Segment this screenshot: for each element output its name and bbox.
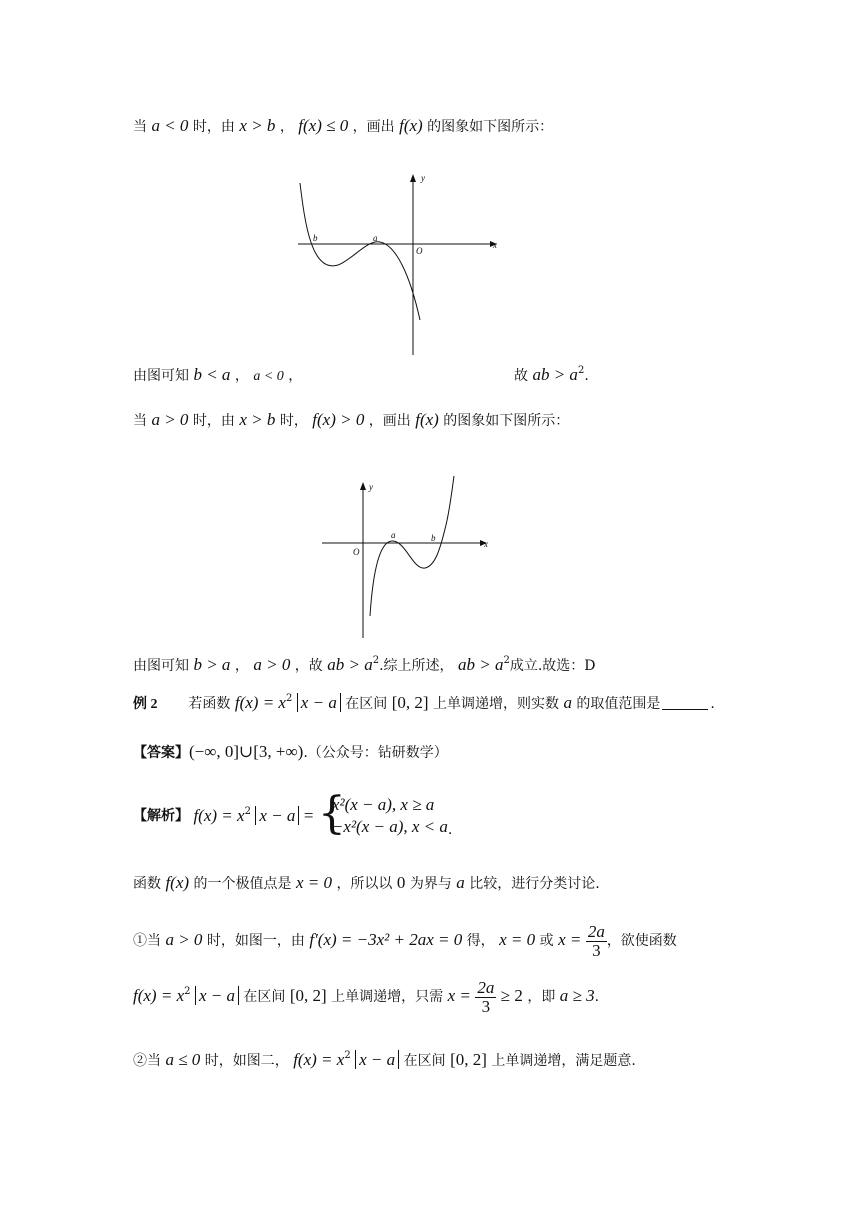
text-line-2 bbox=[133, 364, 733, 388]
fraction bbox=[475, 979, 496, 1016]
superscript: 2 bbox=[244, 805, 251, 817]
text: ， bbox=[234, 658, 249, 674]
text-line-4 bbox=[133, 654, 596, 677]
math: f(x) bbox=[415, 410, 439, 429]
text: 由图可知 bbox=[133, 368, 189, 384]
math: a > 0 bbox=[151, 410, 189, 429]
superscript: 2 bbox=[577, 365, 585, 376]
text: ，所以以 bbox=[336, 876, 393, 892]
text: ， bbox=[234, 368, 249, 384]
math: [0, 2] bbox=[289, 986, 327, 1005]
superscript: 2 bbox=[285, 693, 293, 704]
text: 时，如图一，由 bbox=[206, 933, 305, 949]
math: a > 0 bbox=[253, 655, 291, 674]
denominator: 3 bbox=[481, 996, 491, 1016]
math: 0 bbox=[396, 873, 406, 892]
text-line-7 bbox=[133, 974, 599, 1018]
text: 由图可知 bbox=[133, 658, 189, 674]
math: f(x) = x bbox=[293, 1050, 345, 1069]
figure-cubic-a-negative bbox=[290, 165, 510, 360]
math: x = bbox=[447, 986, 471, 1005]
a-label: a bbox=[373, 233, 378, 243]
math: [0, 2] bbox=[450, 1050, 487, 1069]
figure-cubic-a-positive bbox=[318, 470, 503, 645]
text: 当 bbox=[133, 119, 147, 135]
text-line-3 bbox=[133, 409, 569, 432]
fraction bbox=[586, 923, 607, 960]
math: ab > a bbox=[458, 655, 504, 674]
text: 若函数 bbox=[188, 696, 231, 712]
superscript: 2 bbox=[503, 655, 510, 666]
text: ①当 bbox=[133, 933, 161, 949]
math: f(x) bbox=[399, 116, 423, 135]
case-2: −x²(x − a), x < a bbox=[331, 817, 448, 836]
math: x = 0 bbox=[499, 930, 536, 949]
text: 比较，进行分类讨论. bbox=[469, 876, 600, 892]
math: ab > a bbox=[532, 365, 578, 384]
answer-line bbox=[133, 741, 448, 764]
math: f(x) = x bbox=[193, 805, 245, 825]
math: x > b bbox=[239, 116, 276, 135]
text: 为界与 bbox=[409, 876, 452, 892]
a-label: a bbox=[391, 530, 396, 540]
math: a < 0 bbox=[253, 369, 284, 384]
denominator: 3 bbox=[592, 940, 601, 960]
text: 在区间 bbox=[403, 1053, 446, 1069]
y-axis-arrow bbox=[360, 482, 366, 490]
math-abs: x − a bbox=[255, 806, 299, 825]
text: 的一个极值点是 bbox=[193, 876, 292, 892]
math: a bbox=[456, 873, 465, 892]
math: ≥ 2 bbox=[500, 986, 523, 1005]
text: 成立.故选：D bbox=[509, 658, 596, 674]
math: b > a bbox=[193, 655, 231, 674]
math: [0, 2] bbox=[391, 693, 429, 712]
math: = bbox=[303, 805, 314, 825]
math: f′(x) = −3x² + 2ax = 0 bbox=[309, 930, 463, 949]
math: x = 0 bbox=[295, 873, 332, 892]
text: . bbox=[594, 989, 600, 1005]
x-label: x bbox=[484, 539, 488, 549]
numerator: 2a bbox=[587, 921, 605, 941]
text: ， bbox=[288, 368, 303, 384]
text: 的图象如下图所示： bbox=[427, 119, 554, 135]
text: 当 bbox=[133, 413, 147, 429]
superscript: 2 bbox=[344, 1050, 351, 1061]
text: 在区间 bbox=[243, 989, 286, 1005]
text: ②当 bbox=[133, 1053, 161, 1069]
math: a < 0 bbox=[151, 116, 189, 135]
math: a > 0 bbox=[165, 930, 203, 949]
text: ，画出 bbox=[352, 119, 395, 135]
x-label: x bbox=[493, 240, 497, 250]
text-line-5 bbox=[133, 872, 600, 895]
text: . bbox=[584, 368, 589, 384]
example-2-question bbox=[133, 692, 715, 716]
b-label: b bbox=[431, 533, 436, 543]
text-line-8 bbox=[133, 1049, 636, 1072]
text: .综上所述， bbox=[379, 658, 454, 674]
math: f(x) bbox=[165, 873, 190, 892]
math-abs: x − a bbox=[195, 986, 239, 1005]
y-label: y bbox=[421, 173, 425, 183]
piecewise-function bbox=[317, 788, 448, 839]
math: x > b bbox=[239, 410, 276, 429]
numerator: 2a bbox=[477, 977, 495, 997]
math: x = bbox=[558, 930, 582, 949]
text: 故 bbox=[514, 368, 528, 384]
text: 时， bbox=[279, 413, 308, 429]
text: 函数 bbox=[133, 876, 161, 892]
text: 或 bbox=[539, 933, 554, 949]
origin-label: O bbox=[416, 246, 423, 256]
text: ， bbox=[279, 119, 294, 135]
y-axis-arrow bbox=[410, 174, 416, 182]
text: ，故 bbox=[294, 658, 323, 674]
y-label: y bbox=[369, 482, 373, 492]
text-line-6 bbox=[133, 918, 677, 962]
text: ，即 bbox=[527, 989, 556, 1005]
math: f(x) = x bbox=[234, 693, 286, 712]
math-abs: x − a bbox=[355, 1050, 399, 1069]
text: 的图象如下图所示： bbox=[443, 413, 570, 429]
b-label: b bbox=[313, 233, 318, 243]
math-abs: x − a bbox=[297, 693, 341, 712]
text: 时，由 bbox=[192, 119, 235, 135]
text: ，欲使函数 bbox=[606, 933, 677, 949]
text: 上单调递增，则实数 bbox=[433, 696, 560, 712]
math: f(x) > 0 bbox=[312, 410, 365, 429]
text: 上单调递增，只需 bbox=[331, 989, 444, 1005]
math: a bbox=[563, 693, 572, 712]
text-line-1 bbox=[133, 115, 553, 138]
math: a ≥ 3 bbox=[559, 986, 595, 1005]
math: f(x) ≤ 0 bbox=[298, 116, 349, 135]
text: ，画出 bbox=[368, 413, 411, 429]
text: .（公众号：钻研数学） bbox=[303, 745, 448, 761]
math: b < a bbox=[193, 365, 231, 384]
solution-label: 【解析】 bbox=[133, 808, 189, 824]
text: 时，如图二， bbox=[204, 1053, 289, 1069]
text: . bbox=[447, 822, 453, 838]
brace: { bbox=[317, 788, 346, 839]
text: 时，由 bbox=[192, 413, 235, 429]
text: 上单调递增，满足题意. bbox=[491, 1053, 636, 1069]
text: 得， bbox=[466, 933, 495, 949]
math: (−∞, 0]∪[3, +∞) bbox=[189, 742, 304, 761]
curve bbox=[300, 183, 420, 320]
math: f(x) = x bbox=[133, 986, 185, 1005]
case-1: x²(x − a), x ≥ a bbox=[331, 795, 435, 814]
solution-line bbox=[133, 788, 453, 842]
curve bbox=[370, 476, 454, 616]
text: 在区间 bbox=[345, 696, 388, 712]
superscript: 2 bbox=[184, 986, 191, 997]
answer-blank bbox=[662, 695, 708, 710]
text: 的取值范围是 bbox=[576, 696, 661, 712]
text: . bbox=[710, 696, 715, 712]
math: a ≤ 0 bbox=[165, 1050, 201, 1069]
math: ab > a bbox=[327, 655, 373, 674]
superscript: 2 bbox=[372, 655, 380, 666]
origin-label: O bbox=[353, 547, 360, 557]
example-label: 例 2 bbox=[133, 697, 158, 712]
answer-label: 【答案】 bbox=[133, 745, 189, 761]
